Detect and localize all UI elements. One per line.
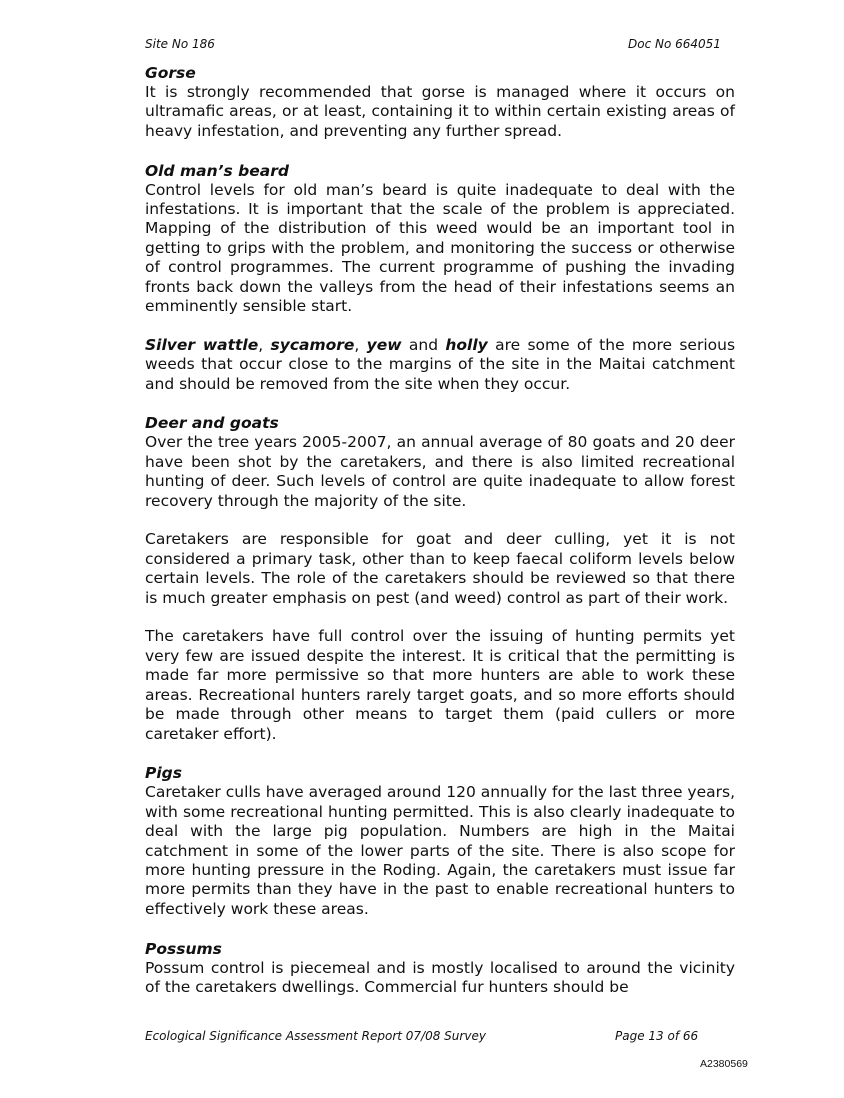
page-body <box>145 63 735 997</box>
heading-old-mans-beard: Old man’s beard <box>145 161 289 180</box>
weeds-description: are some of the more serious weeds that occur close to the margins of the site in the Maitai catchment and should be removed from the site when they occur. <box>145 335 736 393</box>
paragraph-deer-2: Caretakers are responsible for goat and deer culling, yet it is not considered a primary task, other than to keep faecal coliform levels below certain levels. The role of the caretakers should be reviewed so that there is much greater emphasis on pest (and weed) control as part of their work. <box>145 530 735 607</box>
weed-silver-wattle: Silver wattle <box>145 335 259 354</box>
footer-report-title: Ecological Significance Assessment Report 07/08 Survey <box>145 1029 486 1043</box>
weed-yew: yew <box>366 335 402 354</box>
heading-gorse: Gorse <box>145 64 196 82</box>
footer-page-number: Page 13 of 66 <box>615 1029 699 1043</box>
document-reference: A2380569 <box>700 1058 748 1070</box>
header-site-number: Site No 186 <box>145 37 215 51</box>
paragraph-deer-1: Over the tree years 2005-2007, an annual average of 80 goats and 20 deer have been shot by the caretakers, and there is also limited recreational hunting of deer. Such levels of control are quite inadequate to allow forest recovery through the majority of the site. <box>145 433 735 510</box>
heading-possums: Possums <box>145 939 222 958</box>
paragraph-weeds <box>145 336 735 394</box>
heading-pigs: Pigs <box>145 764 182 783</box>
weed-separator: , <box>354 335 367 354</box>
paragraph-possums: Possum control is piecemeal and is mostly localised to around the vicinity of the caretakers dwellings. Commercial fur hunters should be <box>145 958 735 996</box>
paragraph-old-mans-beard: Control levels for old man’s beard is quite inadequate to deal with the infestations. It is important that the scale of the problem is appreciated. Mapping of the distribution of this weed would be an important tool in getting to grips with the problem, and monitoring the success or otherwise of control programmes. The current programme of pushing the invading fronts back down the valleys from the head of their infestations seems an emminently sensible start. <box>145 180 735 316</box>
heading-deer-and-goats: Deer and goats <box>145 414 279 433</box>
paragraph-pigs: Caretaker culls have averaged around 120 annually for the last three years, with some recreational hunting permitted. This is also clearly inadequate to deal with the large pig population. Numbers are high in the Maitai catchment in some of the lower parts of the site. There is also scope for more hunting pressure in the Roding. Again, the caretakers must issue far more permits than they have in the past to enable recreational hunters to effectively work these areas. <box>145 783 735 918</box>
weed-separator: , <box>258 335 271 354</box>
weed-sycamore: sycamore <box>270 335 355 354</box>
paragraph-deer-3: The caretakers have full control over the issuing of hunting permits yet very few are issued despite the interest. It is critical that the permitting is made far more permissive so that more hunters are able to work these areas. Recreational hunters rarely target goats, and so more efforts should be made through other means to target them (paid cullers or more caretaker effort). <box>145 627 735 743</box>
header-doc-number: Doc No 664051 <box>628 37 721 51</box>
weed-and: and <box>401 335 446 354</box>
paragraph-gorse: It is strongly recommended that gorse is managed where it occurs on ultramafic areas, or at least, containing it to within certain existing areas of heavy infestation, and preventing any further spread. <box>145 83 735 140</box>
weed-holly: holly <box>445 335 488 354</box>
